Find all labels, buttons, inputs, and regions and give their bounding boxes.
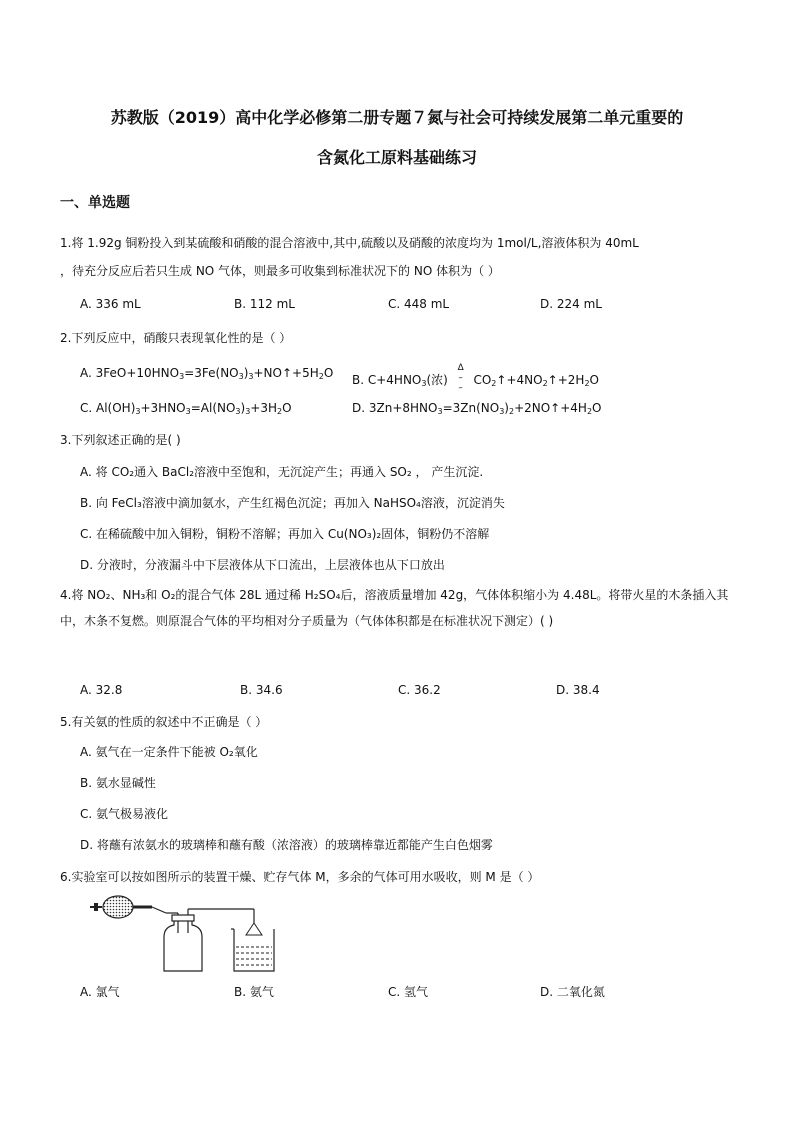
q2-option-d: D. $3Zn+8HNO_3=3Zn(NO_3)_2+2NO↑+4H_2O$ [352, 401, 602, 416]
question-5-stem: 5.有关氨的性质的叙述中不正确是（ ） [60, 715, 268, 729]
q3-option-b: B. 向 FeCl₃溶液中滴加氨水，产生红褐色沉淀；再加入 NaHSO₄溶液，沉淀消失 [80, 496, 505, 510]
q6-option-c: C. 氢气 [388, 985, 429, 999]
q5-option-a: A. 氨气在一定条件下能被 O₂氧化 [80, 745, 258, 759]
question-1-line2: ，待充分反应后若只生成 NO 气体，则最多可收集到标准状况下的 NO 体积为（ ） [60, 264, 500, 278]
q3-option-a: A. 将 CO₂通入 BaCl₂溶液中至饱和，无沉淀产生；再通入 SO₂ ， 产生沉淀. [80, 465, 484, 479]
q1-option-b: B. 112 mL [234, 297, 295, 311]
q4-option-d: D. 38.4 [556, 683, 600, 697]
q1-option-d: D. 224 mL [540, 297, 602, 311]
q2-option-c: C. $Al(OH)_3+3HNO_3=Al(NO_3)_3+3H_2O$ [80, 401, 292, 416]
q4-option-b: B. 34.6 [240, 683, 283, 697]
q2-option-a: A. $3FeO+10HNO_3=3Fe(NO_3)_3+NO↑+5H_2O$ [80, 366, 334, 381]
gas-apparatus-diagram [88, 893, 288, 975]
document-title-line1: 苏教版（2019）高中化学必修第二册专题７氮与社会可持续发展第二单元重要的 [110, 108, 684, 127]
section-heading: 一、单选题 [60, 195, 130, 211]
q5-option-d: D. 将蘸有浓氨水的玻璃棒和蘸有酸（浓溶液）的玻璃棒靠近都能产生白色烟雾 [80, 838, 493, 852]
heat-condition-symbol: Δ – – [457, 363, 464, 393]
document-title-line2: 含氮化工原料基础练习 [316, 148, 477, 167]
q5-option-c: C. 氨气极易液化 [80, 807, 169, 821]
q3-option-d: D. 分液时，分液漏斗中下层液体从下口流出，上层液体也从下口放出 [80, 558, 445, 572]
q6-option-d: D. 二氧化氮 [540, 985, 605, 999]
q4-option-c: C. 36.2 [398, 683, 441, 697]
q4-option-a: A. 32.8 [80, 683, 123, 697]
question-4-stem: 4.将 NO₂、NH₃和 O₂的混合气体 28L 通过稀 H₂SO₄后，溶液质量增加 42g，气体体积缩小为 4.48L。将带火星的木条插入其中，木条不复燃。则原混合气体的平均相对分子质量为（气体体积都是在标准状况下测定）( ) [60, 588, 729, 628]
question-2-stem: 2.下列反应中，硝酸只表现氧化性的是（ ） [60, 331, 292, 345]
question-1-line1: 1.将 1.92g 铜粉投入到某硫酸和硝酸的混合溶液中,其中,硫酸以及硝酸的浓度均为 1mol/L,溶液体积为 40mL [60, 236, 639, 250]
q1-option-a: A. 336 mL [80, 297, 141, 311]
question-3-stem: 3.下列叙述正确的是( ) [60, 433, 181, 447]
q3-option-c: C. 在稀硫酸中加入铜粉，铜粉不溶解；再加入 Cu(NO₃)₂固体，铜粉仍不溶解 [80, 527, 490, 541]
q6-option-b: B. 氨气 [234, 985, 274, 999]
q1-option-c: C. 448 mL [388, 297, 450, 311]
q6-option-a: A. 氯气 [80, 985, 120, 999]
question-6-stem: 6.实验室可以按如图所示的装置干燥、贮存气体 M，多余的气体可用水吸收，则 M 是（ ） [60, 870, 540, 884]
q5-option-b: B. 氨水显碱性 [80, 776, 156, 790]
q2-option-b: B. $C+4HNO_3$(浓) Δ – – $CO_2↑+4NO_2↑+2H_2O$ [352, 363, 599, 393]
